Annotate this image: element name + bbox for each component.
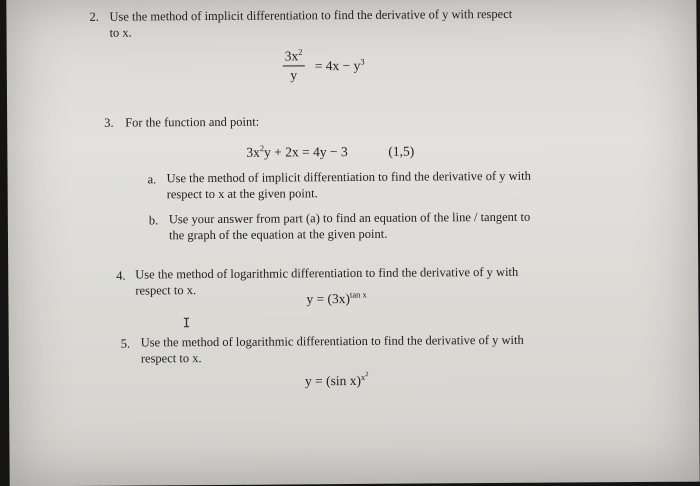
q3a-label: a. xyxy=(147,172,157,187)
q5-equation: y = (sin x)$^{x^2}$ xyxy=(304,370,369,389)
q2-text-line2: to x. xyxy=(109,25,132,40)
q5-line1: Use the method of logarithmic differentiation to find the derivative of y with xyxy=(140,332,524,350)
q2-number: 2. xyxy=(89,9,99,24)
q3-equation: $3x^2y + 2x = 4y - 3$ xyxy=(246,143,348,160)
q3-point: (1,5) xyxy=(388,143,415,159)
q5-line2: respect to x. xyxy=(140,351,202,366)
q2-text-line1: Use the method of implicit differentiation to find the derivative of y with respect xyxy=(109,6,513,24)
q3b-line1: Use your answer from part (a) to find an equation of the line / tangent to xyxy=(168,209,531,227)
q3-number: 3. xyxy=(104,115,114,130)
fraction-bar xyxy=(283,65,305,66)
q3b-label: b. xyxy=(148,213,159,228)
q3a-line2: respect to x at the given point. xyxy=(166,186,318,202)
q3-text: For the function and point: xyxy=(125,114,260,130)
q3b-line2: the graph of the equation at the given point. xyxy=(168,226,388,243)
q4-line1: Use the method of logarithmic differentiation to find the derivative of y with xyxy=(135,264,519,282)
q4-line2: respect to x. xyxy=(135,283,197,298)
text-cursor-icon: I xyxy=(182,316,191,332)
q4-number: 4. xyxy=(116,268,126,283)
q5-number: 5. xyxy=(120,336,131,351)
worksheet-page xyxy=(6,0,699,486)
q2-fraction-denominator: y xyxy=(290,67,298,83)
q2-fraction-numerator: $3x^2$ xyxy=(284,46,303,64)
q2-equation-rhs: = $4x - y^3$ xyxy=(314,56,365,74)
q4-equation: $y = (3x)^{tan x}$ xyxy=(306,289,367,307)
q3a-line1: Use the method of implicit differentiation to find the derivative of y with xyxy=(166,168,531,186)
q2-equation-fraction xyxy=(283,48,305,83)
